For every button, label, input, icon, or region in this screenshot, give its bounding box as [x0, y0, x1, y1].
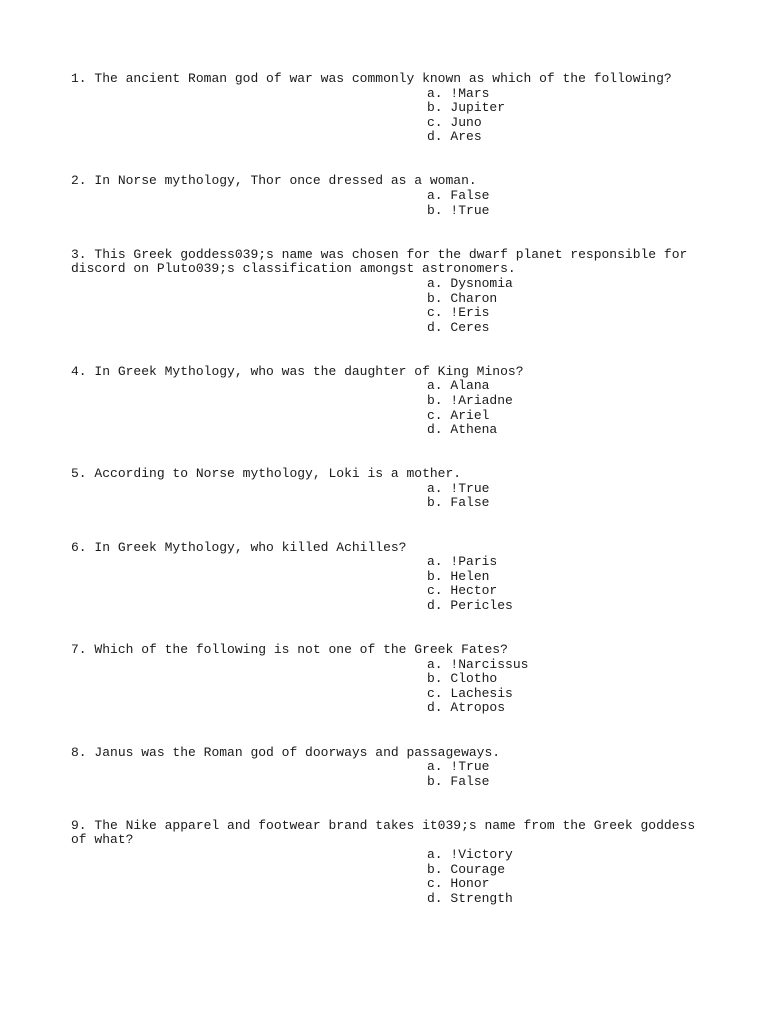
option-text: Courage	[450, 861, 506, 877]
option-letter: c.	[427, 876, 443, 892]
option-text: Jupiter	[450, 100, 506, 116]
option-text: !Paris	[450, 554, 498, 570]
question-body: In Greek Mythology, who killed Achilles?	[94, 539, 407, 555]
option-letter: b.	[427, 100, 443, 116]
question-text	[71, 174, 711, 189]
option-text: !Narcissus	[450, 656, 529, 672]
answer-option	[427, 658, 711, 673]
option-text: Ares	[450, 129, 482, 145]
question-number: 3.	[71, 246, 87, 262]
option-text: Helen	[450, 568, 490, 584]
question-block	[71, 72, 711, 145]
answer-option	[427, 672, 711, 687]
answer-option	[427, 877, 711, 892]
question-text	[71, 541, 711, 556]
answer-options	[71, 760, 711, 789]
answer-option	[427, 701, 711, 716]
option-letter: c.	[427, 114, 443, 130]
answer-options	[71, 482, 711, 511]
option-text: Clotho	[450, 671, 498, 687]
question-body: According to Norse mythology, Loki is a mother.	[94, 466, 462, 482]
question-text	[71, 467, 711, 482]
option-letter: d.	[427, 319, 443, 335]
answer-option	[427, 848, 711, 863]
answer-option	[427, 379, 711, 394]
question-body: Janus was the Roman god of doorways and passageways.	[94, 744, 501, 760]
question-body: This Greek goddess039;s name was chosen for the dwarf planet responsible for discord on Pluto039;s classification amongst astronomers.	[71, 246, 688, 277]
question-number: 5.	[71, 466, 87, 482]
question-number: 1.	[71, 71, 87, 86]
question-text	[71, 248, 711, 277]
question-number: 7.	[71, 642, 87, 658]
option-letter: b.	[427, 290, 443, 306]
option-text: Hector	[450, 583, 498, 599]
option-text: Honor	[450, 876, 490, 892]
option-letter: b.	[427, 568, 443, 584]
option-letter: a.	[427, 188, 443, 204]
answer-option	[427, 87, 711, 102]
option-text: !True	[450, 480, 490, 496]
question-text	[71, 365, 711, 380]
option-letter: b.	[427, 671, 443, 687]
answer-options	[71, 555, 711, 613]
question-text	[71, 72, 711, 87]
answer-options	[71, 658, 711, 716]
option-text: Pericles	[450, 597, 513, 613]
question-body: The ancient Roman god of war was commonly known as which of the following?	[94, 71, 672, 86]
option-text: Charon	[450, 290, 498, 306]
question-body: In Norse mythology, Thor once dressed as a woman.	[94, 173, 477, 189]
question-number: 4.	[71, 363, 87, 379]
question-block	[71, 746, 711, 790]
option-letter: a.	[427, 480, 443, 496]
option-text: !Ariadne	[450, 393, 513, 408]
question-number: 9.	[71, 817, 87, 833]
answer-option	[427, 496, 711, 511]
answer-option	[427, 101, 711, 116]
question-number: 6.	[71, 539, 87, 555]
answer-option	[427, 892, 711, 907]
question-block	[71, 174, 711, 218]
question-block	[71, 365, 711, 438]
option-text: False	[450, 495, 490, 511]
question-number: 2.	[71, 173, 87, 189]
answer-option	[427, 204, 711, 219]
answer-option	[427, 409, 711, 424]
option-text: Ariel	[450, 407, 490, 423]
answer-option	[427, 116, 711, 131]
option-text: Strength	[450, 890, 513, 906]
option-letter: d.	[427, 129, 443, 145]
question-block	[71, 248, 711, 336]
option-text: Alana	[450, 378, 490, 394]
option-letter: b.	[427, 393, 443, 408]
answer-option	[427, 863, 711, 878]
answer-option	[427, 292, 711, 307]
question-block	[71, 643, 711, 716]
question-text	[71, 746, 711, 761]
option-text: !True	[450, 759, 490, 775]
option-letter: b.	[427, 773, 443, 789]
option-text: False	[450, 773, 490, 789]
option-text: !Eris	[450, 305, 490, 321]
answer-option	[427, 775, 711, 790]
answer-options	[71, 189, 711, 218]
question-block	[71, 819, 711, 907]
option-text: False	[450, 188, 490, 204]
answer-options	[71, 277, 711, 335]
question-text	[71, 643, 711, 658]
question-number: 8.	[71, 744, 87, 760]
answer-options	[71, 848, 711, 906]
question-body: Which of the following is not one of the Greek Fates?	[94, 642, 508, 658]
answer-option	[427, 321, 711, 336]
question-block	[71, 541, 711, 614]
answer-options	[71, 379, 711, 437]
option-letter: d.	[427, 890, 443, 906]
option-letter: d.	[427, 597, 443, 613]
option-letter: c.	[427, 407, 443, 423]
option-text: !Victory	[450, 846, 513, 862]
answer-option	[427, 277, 711, 292]
answer-option	[427, 130, 711, 145]
question-body: The Nike apparel and footwear brand takes it039;s name from the Greek goddess of what?	[71, 817, 696, 848]
option-text: Athena	[450, 422, 498, 438]
option-letter: b.	[427, 202, 443, 218]
answer-option	[427, 599, 711, 614]
option-letter: a.	[427, 846, 443, 862]
quiz-document	[71, 72, 711, 936]
answer-option	[427, 306, 711, 321]
option-letter: a.	[427, 554, 443, 570]
option-letter: a.	[427, 275, 443, 291]
option-letter: a.	[427, 759, 443, 775]
option-text: Lachesis	[450, 685, 513, 701]
option-letter: a.	[427, 656, 443, 672]
option-letter: a.	[427, 378, 443, 394]
answer-option	[427, 482, 711, 497]
option-letter: c.	[427, 305, 443, 321]
answer-option	[427, 423, 711, 438]
answer-option	[427, 687, 711, 702]
answer-option	[427, 584, 711, 599]
question-body: In Greek Mythology, who was the daughter of King Minos?	[94, 363, 524, 379]
option-letter: b.	[427, 495, 443, 511]
option-text: Atropos	[450, 700, 506, 716]
option-letter: b.	[427, 861, 443, 877]
answer-option	[427, 570, 711, 585]
option-text: !Mars	[450, 85, 490, 101]
option-text: Ceres	[450, 319, 490, 335]
option-letter: c.	[427, 685, 443, 701]
option-text: Dysnomia	[450, 275, 513, 291]
question-text	[71, 819, 711, 848]
answer-option	[427, 760, 711, 775]
answer-options	[71, 87, 711, 145]
answer-option	[427, 394, 711, 409]
option-letter: d.	[427, 700, 443, 716]
option-letter: c.	[427, 583, 443, 599]
option-text: !True	[450, 202, 490, 218]
option-letter: d.	[427, 422, 443, 438]
answer-option	[427, 189, 711, 204]
option-letter: a.	[427, 85, 443, 101]
question-block	[71, 467, 711, 511]
answer-option	[427, 555, 711, 570]
option-text: Juno	[450, 114, 482, 130]
